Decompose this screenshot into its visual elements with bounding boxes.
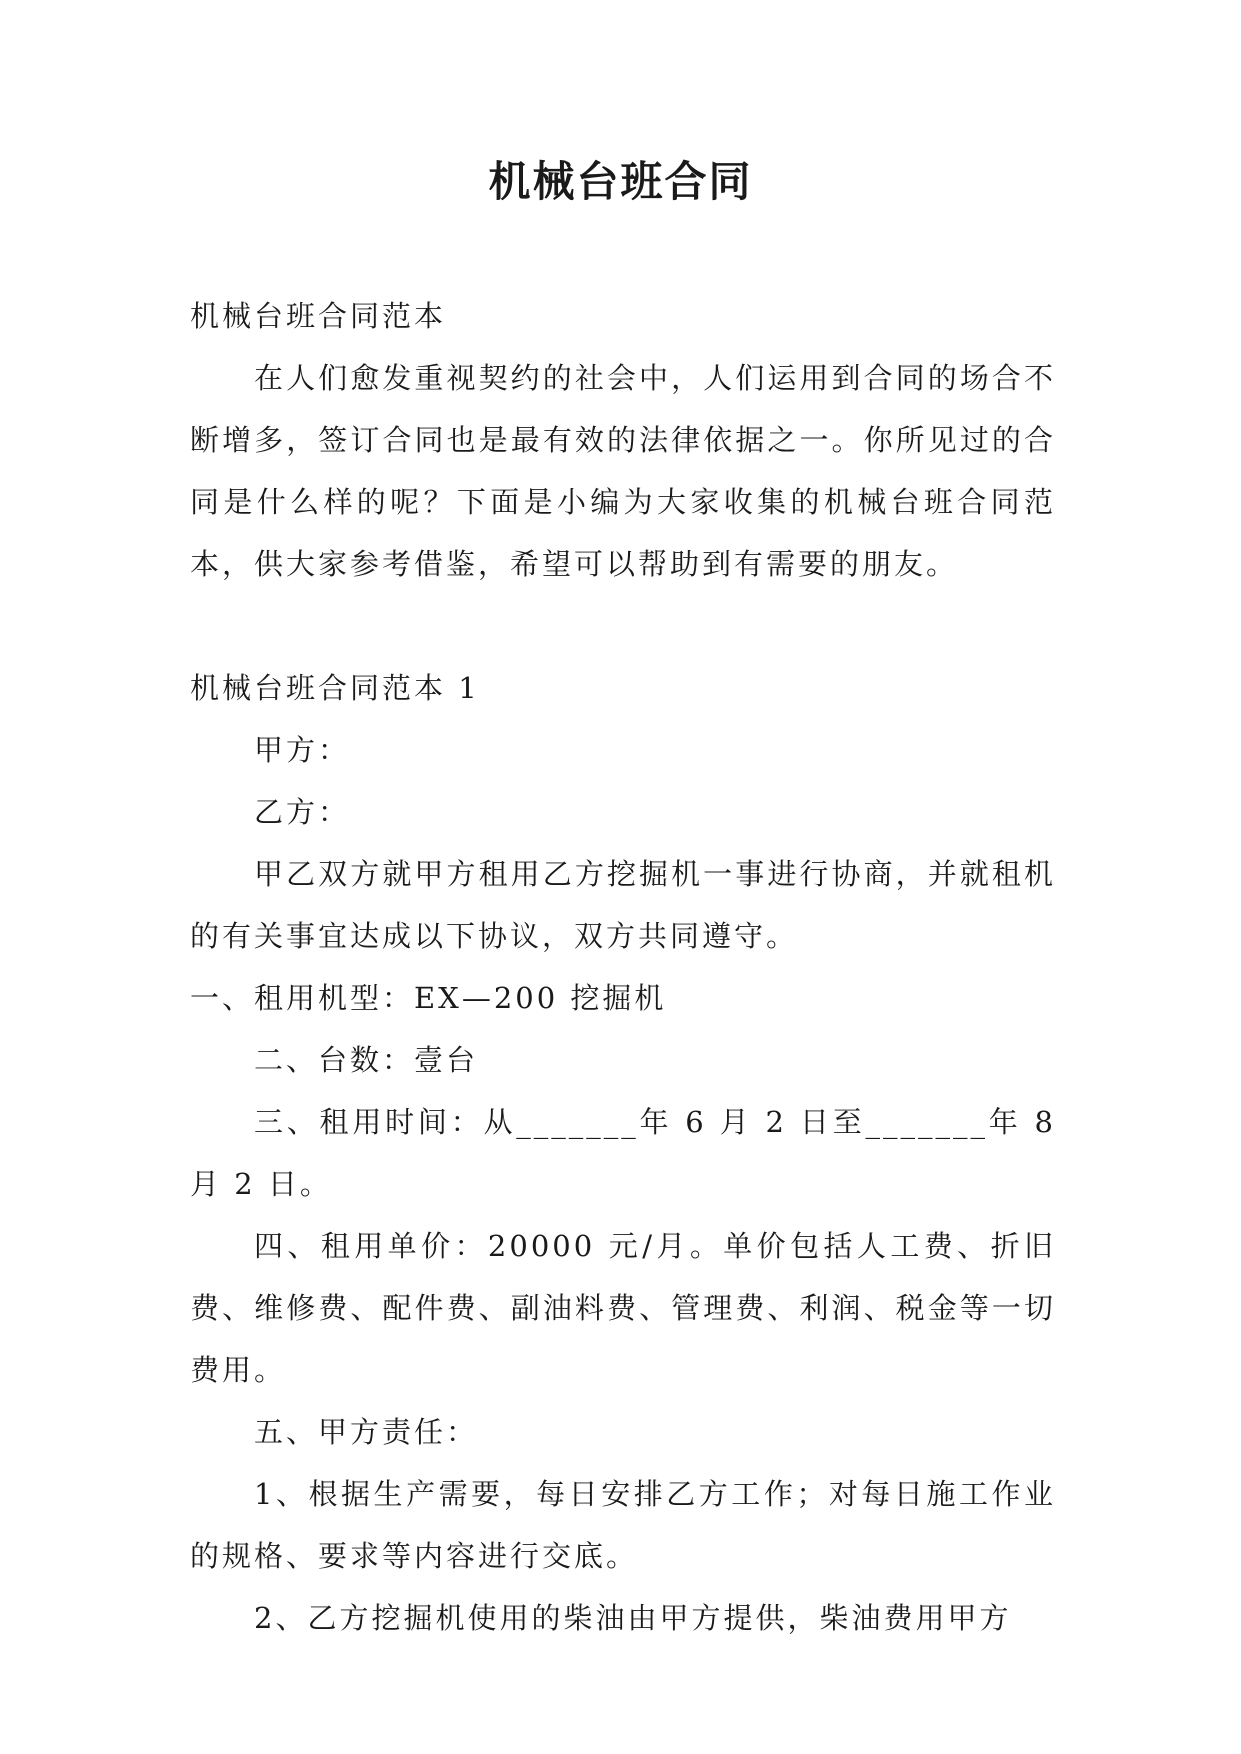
subtitle-paragraph: 机械台班合同范本 [190, 299, 447, 333]
clause-quantity: 二、台数：壹台 [254, 1043, 479, 1077]
section-heading: 机械台班合同范本 1 [190, 671, 480, 705]
clause-party-a-duties: 五、甲方责任： [254, 1415, 479, 1449]
clause-rental-period: 三、租用时间：从_______年 6 月 2 日至_______年 8 月 2 日。 [190, 1105, 1056, 1201]
agreement-paragraph: 甲乙双方就甲方租用乙方挖掘机一事进行协商，并就租机的有关事宜达成以下协议，双方共同遵守。 [190, 857, 1056, 953]
section-spacer [190, 595, 1056, 657]
duty-item-1: 1、根据生产需要，每日安排乙方工作；对每日施工作业的规格、要求等内容进行交底。 [190, 1477, 1056, 1573]
document-title: 机械台班合同 [488, 157, 753, 206]
party-a-line: 甲方： [254, 733, 351, 767]
intro-paragraph: 在人们愈发重视契约的社会中，人们运用到合同的场合不断增多，签订合同也是最有效的法律依据之一。你所见过的合同是什么样的呢？下面是小编为大家收集的机械台班合同范本，供大家参考借鉴，希望可以帮助到有需要的朋友。 [190, 361, 1056, 581]
clause-unit-price: 四、租用单价：20000 元/月。单价包括人工费、折旧费、维修费、配件费、副油料费、管理费、利润、税金等一切费用。 [190, 1229, 1056, 1387]
party-b-line: 乙方： [254, 795, 351, 829]
clause-machine-type: 一、租用机型：EX—200 挖掘机 [190, 981, 667, 1015]
duty-item-2: 2、乙方挖掘机使用的柴油由甲方提供，柴油费用甲方 [254, 1601, 1012, 1635]
document-body [190, 285, 1056, 1649]
